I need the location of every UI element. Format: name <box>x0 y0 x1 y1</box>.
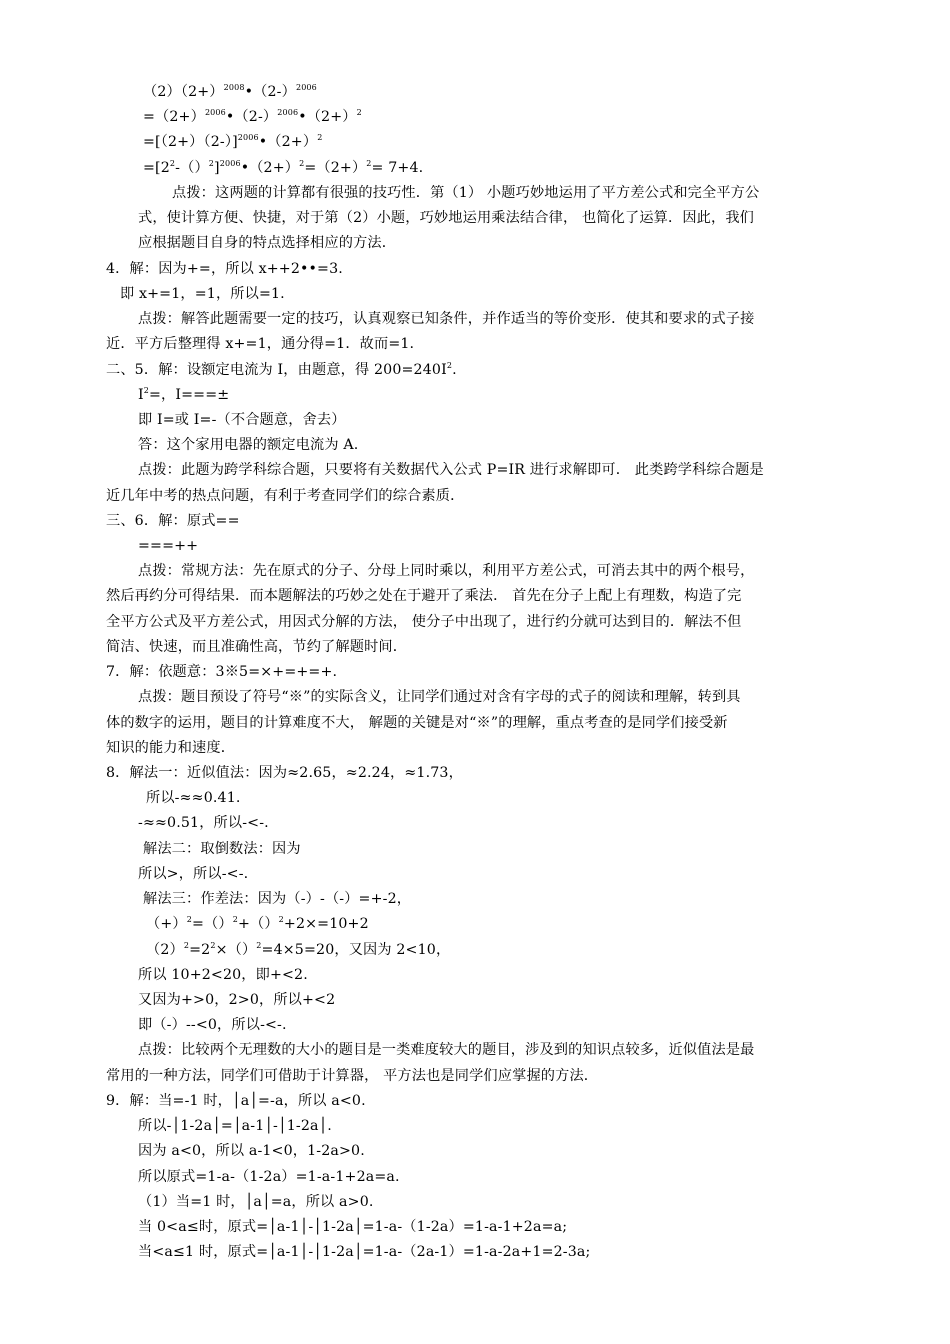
text-segment: 所以原式=1-a-（1-2a）=1-a-1+2a=a. <box>138 1169 400 1185</box>
text-line <box>106 637 407 657</box>
text-line <box>143 82 317 102</box>
text-line <box>146 788 241 808</box>
superscript: 2 <box>208 159 215 168</box>
text-line <box>143 132 322 152</box>
text-segment: 因为 a<0，所以 a-1<0，1-2a>0. <box>138 1143 365 1159</box>
text-segment: 即 I=或 I=-（不合题意，舍去） <box>138 412 346 428</box>
text-line <box>106 259 343 279</box>
text-segment: 9．解：当=-1 时，│a│=-a，所以 a<0. <box>106 1093 366 1109</box>
text-line <box>138 410 346 430</box>
text-segment: （2） <box>146 942 184 958</box>
text-line <box>143 107 362 127</box>
text-segment: =（2+） <box>304 160 367 176</box>
text-line <box>138 1167 400 1187</box>
text-line <box>146 914 369 934</box>
text-line <box>138 536 198 556</box>
text-segment: =2 <box>189 942 211 958</box>
superscript: 2 <box>186 915 192 924</box>
text-segment: 答：这个家用电器的额定电流为 A. <box>138 437 359 453</box>
superscript: 2 <box>232 915 238 924</box>
text-line <box>143 158 423 178</box>
text-segment: 即（-）--<0，所以-<-. <box>138 1017 287 1033</box>
text-line <box>138 385 229 405</box>
text-segment: . <box>452 362 457 378</box>
text-line <box>146 940 450 960</box>
text-segment: 所以-│1-2a│=│a-1│-│1-2a│. <box>138 1118 332 1134</box>
text-segment: （1）当=1 时，│a│=a，所以 a>0. <box>138 1194 374 1210</box>
text-line <box>138 1116 332 1136</box>
text-segment: 近．平方后整理得 x+=1，通分得=1．故而=1. <box>106 336 415 352</box>
text-segment: 点拨：题目预设了符号“※”的实际含义，让同学们通过对含有字母的式子的阅读和理解，转到具 <box>138 689 741 705</box>
superscript: 2 <box>169 159 176 168</box>
superscript: 2 <box>278 915 284 924</box>
text-segment: 所以 10+2<20，即+<2. <box>138 967 308 983</box>
text-segment: ===++ <box>138 538 199 554</box>
superscript: 2 <box>256 941 262 950</box>
superscript: 2006 <box>237 133 259 142</box>
text-line <box>106 360 457 380</box>
text-segment: +2×=10+2 <box>283 916 369 932</box>
text-segment: 三、6．解：原式== <box>106 513 240 529</box>
text-segment: -≈≈0.51，所以-<-. <box>138 815 269 831</box>
text-segment: •（2+） <box>240 160 300 176</box>
text-line <box>138 1040 755 1060</box>
text-segment: =[（2+）（2-）] <box>143 134 238 150</box>
text-line <box>138 435 358 455</box>
superscript: 2 <box>446 361 453 370</box>
text-line <box>143 889 411 909</box>
text-segment: 当<a≤1 时，原式=│a-1│-│1-2a│=1-a-（2a-1）=1-a-2a+1=2-3a; <box>138 1244 591 1260</box>
text-segment: •（2-） <box>225 109 278 125</box>
text-line <box>106 586 742 606</box>
text-segment: 点拨：比较两个无理数的大小的题目是一类难度较大的题目，涉及到的知识点较多，近似值法是最 <box>138 1042 755 1058</box>
text-segment: （+） <box>146 916 187 932</box>
text-segment: 4．解：因为+=，所以 x++2••=3. <box>106 261 343 277</box>
superscript: 2006 <box>277 108 299 117</box>
text-segment: ] <box>214 160 220 176</box>
text-line <box>138 208 754 228</box>
text-segment: 解法三：作差法：因为（-）-（-）=+-2， <box>143 891 412 907</box>
text-line <box>138 561 755 581</box>
text-segment: =4×5=20，又因为 2<10， <box>261 942 451 958</box>
text-line <box>138 1141 365 1161</box>
text-segment: ×（） <box>215 942 257 958</box>
text-line <box>138 687 741 707</box>
text-line <box>106 713 728 733</box>
text-segment: •（2+） <box>258 134 318 150</box>
text-segment: •（2-） <box>244 84 296 100</box>
text-segment: 体的数字的运用，题目的计算难度不大， 解题的关键是对“※”的理解，重点考查的是同学们接受新 <box>106 715 728 731</box>
text-line <box>106 612 742 632</box>
superscript: 2 <box>299 159 305 168</box>
text-segment: 应根据题目自身的特点选择相应的方法． <box>138 235 397 251</box>
text-line <box>138 990 335 1010</box>
text-line <box>138 1242 590 1262</box>
text-segment: 点拨：这两题的计算都有很强的技巧性．第（1） 小题巧妙地运用了平方差公式和完全平方公 <box>172 185 760 201</box>
text-line <box>138 1217 567 1237</box>
text-segment: •（2+） <box>298 109 357 125</box>
text-segment: （2）（2+） <box>143 84 224 100</box>
text-segment: 所以>，所以-<-. <box>138 866 249 882</box>
text-segment: 近几年中考的热点问题，有利于考查同学们的综合素质． <box>106 488 465 504</box>
text-line <box>106 334 414 354</box>
superscript: 2006 <box>204 108 226 117</box>
text-segment: =（2+） <box>143 109 205 125</box>
text-segment: 然后再约分可得结果．而本题解法的巧妙之处在于避开了乘法． 首先在分子上配上有理数，构造了完 <box>106 588 742 604</box>
superscript: 2 <box>143 386 150 395</box>
text-line <box>138 1192 374 1212</box>
text-line <box>138 460 764 480</box>
text-line <box>172 183 759 203</box>
text-line <box>106 486 464 506</box>
superscript: 2006 <box>219 159 241 168</box>
text-segment: 知识的能力和速度． <box>106 740 236 756</box>
text-segment: =，I===± <box>149 387 230 403</box>
superscript: 2 <box>210 941 216 950</box>
text-segment: = 7+4. <box>371 160 424 176</box>
text-segment: +（） <box>237 916 279 932</box>
text-segment: 7．解：依题意：3※5=×+=+=+. <box>106 664 338 680</box>
text-segment: 式，使计算方便、快捷，对于第（2）小题，巧妙地运用乘法结合律， 也简化了运算．因此，我们 <box>138 210 755 226</box>
text-segment: 全平方公式及平方差公式，用因式分解的方法， 使分子中出现了，进行约分就可达到目的．解法不但 <box>106 614 742 630</box>
text-line <box>138 309 755 329</box>
text-line <box>106 1066 598 1086</box>
text-line <box>106 511 240 531</box>
superscript: 2008 <box>223 83 245 92</box>
text-line <box>138 813 269 833</box>
text-line <box>138 233 396 253</box>
text-line <box>106 738 235 758</box>
superscript: 2 <box>356 108 362 117</box>
text-segment: 点拨：解答此题需要一定的技巧，认真观察已知条件，并作适当的等价变形．使其和要求的式子接 <box>138 311 755 327</box>
superscript: 2 <box>366 159 372 168</box>
text-segment: 解法二：取倒数法：因为 <box>143 841 301 857</box>
text-segment: 点拨：此题为跨学科综合题，只要将有关数据代入公式 P=IR 进行求解即可． 此类跨学科综合题是 <box>138 462 764 478</box>
text-segment: 即 x+=1，=1，所以=1. <box>120 286 285 302</box>
text-line <box>106 763 463 783</box>
text-line <box>120 284 285 304</box>
text-line <box>143 839 301 859</box>
text-segment: 当 0<a≤时，原式=│a-1│-│1-2a│=1-a-（1-2a）=1-a-1+2a=a; <box>138 1219 568 1235</box>
text-segment: =（） <box>191 916 233 932</box>
text-segment: 二、5．解：设额定电流为 I，由题意，得 200=240I <box>106 362 447 378</box>
text-line <box>106 1091 366 1111</box>
superscript: 2 <box>317 133 323 142</box>
text-segment: -（） <box>175 160 209 176</box>
text-segment: I <box>138 387 144 403</box>
superscript: 2006 <box>295 83 317 92</box>
text-line <box>106 662 337 682</box>
text-segment: 简洁、快速，而且准确性高，节约了解题时间． <box>106 639 408 655</box>
text-line <box>138 1015 287 1035</box>
text-segment: 所以-≈≈0.41. <box>146 790 241 806</box>
text-segment: 常用的一种方法，同学们可借助于计算器， 平方法也是同学们应掌握的方法． <box>106 1068 599 1084</box>
superscript: 2 <box>183 941 190 950</box>
text-line <box>138 965 308 985</box>
text-segment: 8．解法一：近似值法：因为≈2.65，≈2.24，≈1.73， <box>106 765 463 781</box>
text-segment: 点拨：常规方法：先在原式的分子、分母上同时乘以，利用平方差公式，可消去其中的两个根号， <box>138 563 755 579</box>
text-segment: =[2 <box>143 160 170 176</box>
text-segment: 又因为+>0，2>0，所以+<2 <box>138 992 336 1008</box>
text-line <box>138 864 248 884</box>
